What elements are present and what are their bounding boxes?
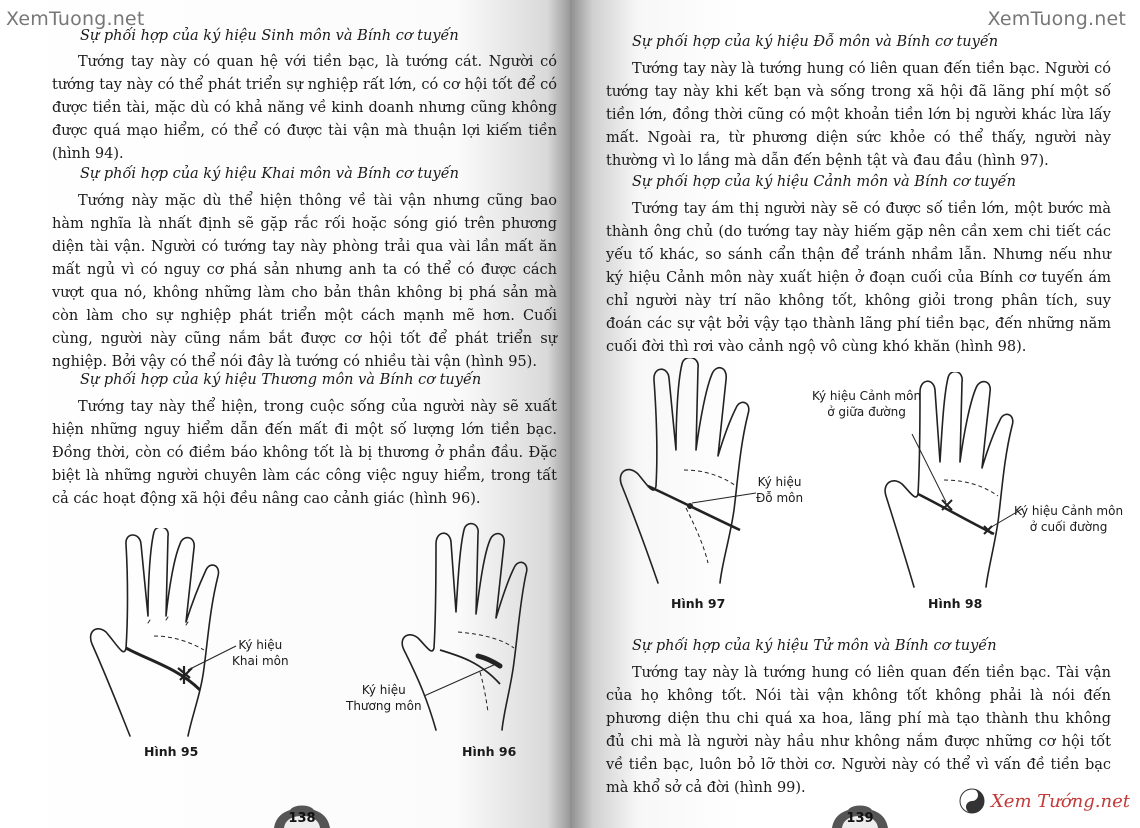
section-body-khai-mon: Tướng này mặc dù thể hiện thông về tài vận nhưng cũng bao hàm nghĩa là nhất định sẽ gặp rắc rối hoặc sóng gió trên phương diện tài vận. Người có tướng tay này phòng trải qua vài lần mất ăn mất ngủ vì có nguy cơ phá sản nhưng anh ta có thể có được cách vượt qua nó, không những làm cho bản thân không bị phá sản mà còn làm cho sự nghiệp phát triển một cách mạnh mẽ hơn. Cuối cùng, người này cũng nắm bắt được cơ hội tốt để phát triển sự nghiệp. Bởi vậy có thể nói đây là tướng có nhiều tài vận (hình 95). xyxy=(52,193,557,370)
pointer-line-canh-mon-middle xyxy=(906,430,956,510)
caption-figure-97: Hình 97 xyxy=(671,596,726,611)
watermark-left: XemTuong.net xyxy=(6,8,145,30)
label-do-mon: Ký hiệu Đỗ môn xyxy=(756,475,804,505)
label-khai-mon: Ký hiệu Khai môn xyxy=(232,638,289,668)
caption-figure-98: Hình 98 xyxy=(928,596,983,611)
section-body-thuong-mon: Tướng tay này thể hiện, trong cuộc sống của người này sẽ xuất hiện những nguy hiểm dẫn đến mất đi một số lượng lớn tiền bạc. Đồng thời, còn có điềm báo không tốt là bị thương ở phần đầu. Đặc biệt là những người chuyên làm các công việc nguy hiểm, trong tất cả các hoạt động xã hội đều nâng cao cảnh giác (hình 96). xyxy=(52,399,557,507)
caption-figure-96: Hình 96 xyxy=(462,744,517,759)
section-heading-khai-mon: Sự phối hợp của ký hiệu Khai môn và Bính cơ tuyến xyxy=(80,166,459,182)
pointer-line-thuong-mon xyxy=(420,660,500,700)
site-logo xyxy=(959,788,1130,814)
section-heading-thuong-mon: Sự phối hợp của ký hiệu Thương môn và Bính cơ tuyến xyxy=(80,372,482,388)
page-number-138: 138 xyxy=(270,802,334,828)
page-number-139: 139 xyxy=(828,802,892,828)
label-canh-mon-end: Ký hiệu Cảnh môn ở cuối đường xyxy=(1014,504,1124,534)
right-page xyxy=(570,0,1140,828)
label-canh-mon-middle: Ký hiệu Cảnh môn ở giữa đường xyxy=(812,389,922,419)
logo-text: Xem Tướng.net xyxy=(990,790,1130,812)
figure-95-palm xyxy=(88,528,238,743)
section-heading-canh-mon: Sự phối hợp của ký hiệu Cảnh môn và Bính cơ tuyến xyxy=(632,174,1016,190)
watermark-right: XemTuong.net xyxy=(987,8,1126,30)
figure-97-palm xyxy=(616,358,766,588)
section-heading-tu-mon: Sự phối hợp của ký hiệu Tử môn và Bính cơ tuyến xyxy=(632,638,997,654)
yin-yang-icon xyxy=(959,788,985,814)
pointer-line-do-mon xyxy=(690,485,760,515)
section-body-canh-mon: Tướng tay ám thị người này sẽ có được số tiền lớn, một bước mà thành ông chủ (do tướng tay này hiếm gặp nên cần xem chi tiết các yếu tố khác, so sánh cẩn thận để tránh nhầm lẫn. Nhưng nếu như ký hiệu Cảnh môn này xuất hiện ở đoạn cuối của Bính cơ tuyến ám chỉ người này trí não không tốt, không giỏi trong phân tích, suy đoán các sự vật bởi vậy tạo thành lãng phí tiền bạc, đến những năm cuối đời thì rơi vào cảnh ngộ vô cùng khó khăn (hình 98). xyxy=(606,201,1111,355)
label-thuong-mon: Ký hiệu Thương môn xyxy=(346,683,422,713)
section-body-sinh-mon: Tướng tay này có quan hệ với tiền bạc, là tướng cát. Người có tướng tay này có thể phát triển sự nghiệp rất lớn, có cơ hội tốt để có được tiền tài, mặc dù có khả năng về kinh doanh nhưng cũng không được quá mạo hiểm, có thể có được tài vận mà thuận lợi kiếm tiền (hình 94). xyxy=(52,54,557,162)
section-heading-do-mon: Sự phối hợp của ký hiệu Đỗ môn và Bính cơ tuyến xyxy=(632,34,999,50)
section-body-tu-mon: Tướng tay này là tướng hung có liên quan đến tiền bạc. Tài vận của họ không tốt. Nói tài vận không tốt không phải là nói đến phương diện thu chi quá xa hoa, lãng phí mà tạo thành thu không đủ chi mà là người này hầu như không nắm được những cơ hội tốt về tiền bạc, luôn bỏ lỡ thời cơ. Người này có thể vì vấn đề tiền bạc mà khổ sở cả đời (hình 99). xyxy=(606,665,1111,796)
caption-figure-95: Hình 95 xyxy=(144,744,199,759)
pointer-line-khai-mon xyxy=(180,640,240,680)
section-heading-sinh-mon: Sự phối hợp của ký hiệu Sinh môn và Bính cơ tuyến xyxy=(80,28,459,44)
section-body-do-mon: Tướng tay này là tướng hung có liên quan đến tiền bạc. Người có tướng tay này khi kết bạn và sống trong xã hội đã lãng phí một số tiền lớn, đồng thời cũng có một khoản tiền lớn bị người khác lừa lấy mất. Ngoài ra, từ phương diện sức khỏe có thể thấy, người này thường vì lo lắng mà dẫn đến bệnh tật và đau đầu (hình 97). xyxy=(606,61,1111,169)
